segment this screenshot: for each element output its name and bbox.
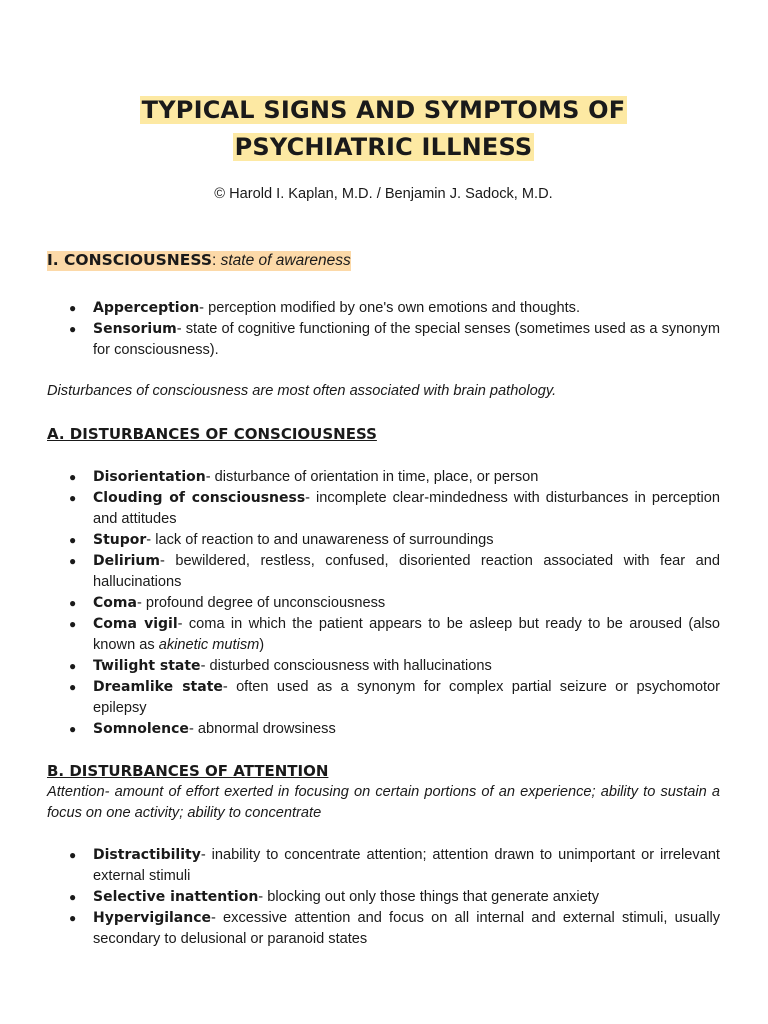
title-line-2: PSYCHIATRIC ILLNESS xyxy=(234,133,533,161)
term: Stupor xyxy=(93,532,147,548)
section-heading-label: I. CONSCIOUSNESS xyxy=(47,251,212,269)
term: Disorientation xyxy=(93,469,206,485)
section-a-heading xyxy=(47,424,720,446)
term-description: - blocking out only those things that generate anxiety xyxy=(258,889,600,905)
term-description-end: ) xyxy=(259,637,265,653)
term: Hypervigilance xyxy=(93,910,212,926)
list-item xyxy=(47,298,720,319)
term: Distractibility xyxy=(93,847,201,863)
term: Coma xyxy=(93,595,137,611)
bullet-icon: ● xyxy=(69,722,77,736)
term-description: - excessive attention and focus on all internal and external stimuli, usually secondary to delusional or paranoid states xyxy=(93,910,720,947)
term-description-italic: akinetic mutism xyxy=(158,637,260,653)
list-item xyxy=(47,467,720,488)
bullet-icon: ● xyxy=(69,890,77,904)
term-description: - lack of reaction to and unawareness of surroundings xyxy=(146,532,494,548)
bullet-icon: ● xyxy=(69,680,77,694)
term: Dreamlike state xyxy=(93,679,223,695)
list-item xyxy=(47,530,720,551)
title-line-1: TYPICAL SIGNS AND SYMPTOMS OF xyxy=(141,96,626,124)
list-item xyxy=(47,677,720,719)
term: Coma vigil xyxy=(93,616,178,632)
list-item xyxy=(47,887,720,908)
term-description: - disturbed consciousness with hallucinations xyxy=(200,658,492,674)
term-description: - incomplete clear-mindedness with disturbances in perception and attitudes xyxy=(93,490,720,527)
term: Selective inattention xyxy=(93,889,259,905)
author-credit: © Harold I. Kaplan, M.D. / Benjamin J. Sadock, M.D. xyxy=(214,186,553,202)
list-item xyxy=(47,551,720,593)
bullet-icon: ● xyxy=(69,322,77,336)
term: Clouding of consciousness xyxy=(93,490,306,506)
term-description: - abnormal drowsiness xyxy=(188,721,336,737)
list-item xyxy=(47,593,720,614)
term-description: - disturbance of orientation in time, place, or person xyxy=(205,469,539,485)
list-item xyxy=(47,719,720,740)
attention-definition: Attention- amount of effort exerted in focusing on certain portions of an experience; ability to sustain a focus on one activity; ability to concentrate xyxy=(47,784,720,821)
bullet-icon: ● xyxy=(69,301,77,315)
list-item xyxy=(47,614,720,656)
section-a-title: A. DISTURBANCES OF CONSCIOUSNESS xyxy=(47,425,377,443)
section-b-title: B. DISTURBANCES OF ATTENTION xyxy=(47,762,329,780)
section-heading-subtitle: state of awareness xyxy=(220,252,351,269)
bullet-icon: ● xyxy=(69,470,77,484)
bullet-icon: ● xyxy=(69,554,77,568)
list-item xyxy=(47,319,720,361)
section-b-list xyxy=(47,845,720,950)
term-description: - coma in which the patient appears to be asleep but ready to be aroused (also known as xyxy=(93,616,720,653)
bullet-icon: ● xyxy=(69,491,77,505)
bullet-icon: ● xyxy=(69,596,77,610)
bullet-icon: ● xyxy=(69,659,77,673)
consciousness-definitions xyxy=(47,298,720,361)
bullet-icon: ● xyxy=(69,848,77,862)
bullet-icon: ● xyxy=(69,911,77,925)
term-description: - inability to concentrate attention; attention drawn to unimportant or irrelevant external stimuli xyxy=(93,847,720,884)
term-description: - bewildered, restless, confused, disoriented reaction associated with fear and hallucinations xyxy=(93,553,720,590)
list-item xyxy=(47,656,720,677)
section-consciousness-heading xyxy=(47,250,351,271)
term: Sensorium xyxy=(93,321,177,337)
term: Apperception xyxy=(93,300,200,316)
term: Twilight state xyxy=(93,658,201,674)
bullet-icon: ● xyxy=(69,533,77,547)
list-item xyxy=(47,908,720,950)
section-b-heading xyxy=(47,761,720,783)
term-description: - profound degree of unconsciousness xyxy=(136,595,386,611)
consciousness-note: Disturbances of consciousness are most often associated with brain pathology. xyxy=(47,383,557,399)
term: Delirium xyxy=(93,553,160,569)
list-item xyxy=(47,488,720,530)
term-description: - perception modified by one's own emotions and thoughts. xyxy=(199,300,581,316)
term-description: - often used as a synonym for complex partial seizure or psychomotor epilepsy xyxy=(93,679,720,716)
list-item xyxy=(47,845,720,887)
term-description: - state of cognitive functioning of the special senses (sometimes used as a synonym for consciousness). xyxy=(93,321,720,358)
section-a-list xyxy=(47,467,720,740)
document-title xyxy=(47,92,720,166)
bullet-icon: ● xyxy=(69,617,77,631)
term: Somnolence xyxy=(93,721,189,737)
section-heading-separator: : xyxy=(212,252,221,269)
